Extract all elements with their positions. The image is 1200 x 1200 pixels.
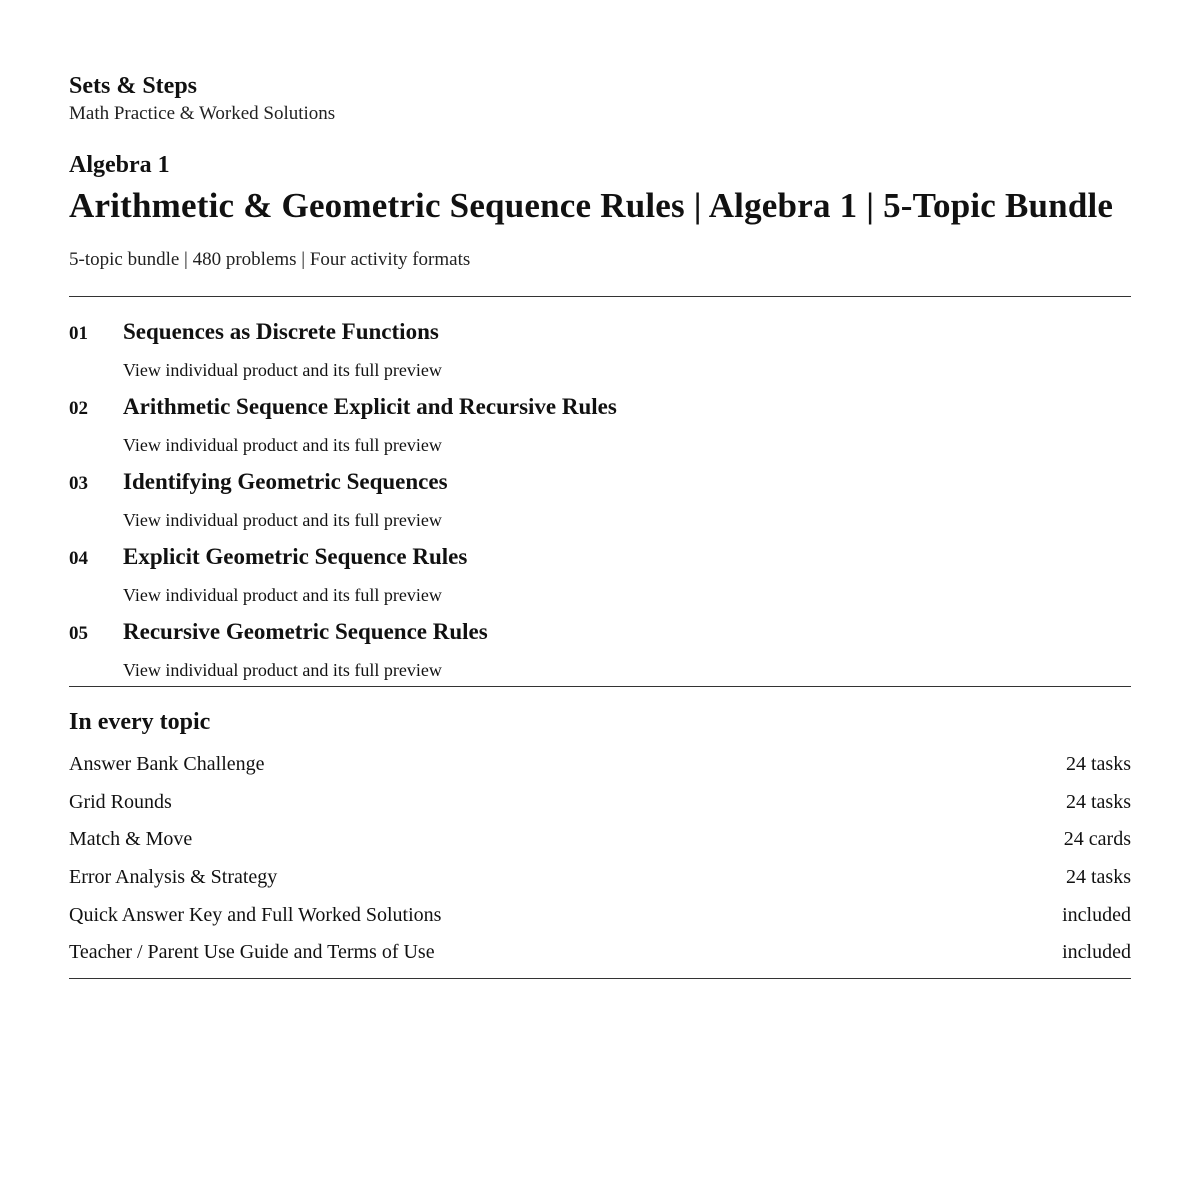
topic-name: Explicit Geometric Sequence Rules xyxy=(123,544,468,569)
topic-number: 03 xyxy=(69,473,88,494)
included-item-row xyxy=(69,746,1131,784)
section-heading: In every topic xyxy=(69,709,211,735)
topic-number: 01 xyxy=(69,323,88,344)
topic-name: Arithmetic Sequence Explicit and Recursive Rules xyxy=(123,394,617,419)
included-item-name: Error Analysis & Strategy xyxy=(69,866,278,889)
topic-item xyxy=(69,619,1131,694)
brand-tagline: Math Practice & Worked Solutions xyxy=(69,103,336,124)
included-item-name: Quick Answer Key and Full Worked Solutions xyxy=(69,903,442,926)
included-item-value: 24 cards xyxy=(1063,828,1131,851)
included-item-value: included xyxy=(1062,941,1131,964)
topic-number: 02 xyxy=(69,398,88,419)
included-item-name: Teacher / Parent Use Guide and Terms of Use xyxy=(69,941,435,964)
page-title: Arithmetic & Geometric Sequence Rules | Algebra 1 | 5-Topic Bundle xyxy=(69,186,1114,225)
topic-preview-link[interactable]: View individual product and its full preview xyxy=(123,660,442,680)
topic-number: 05 xyxy=(69,623,88,644)
topic-preview-link[interactable]: View individual product and its full preview xyxy=(123,585,442,605)
included-item-name: Answer Bank Challenge xyxy=(69,753,265,776)
included-item-row xyxy=(69,896,1131,934)
topic-name: Recursive Geometric Sequence Rules xyxy=(123,619,488,644)
topic-preview-link[interactable]: View individual product and its full preview xyxy=(123,360,442,380)
included-item-row xyxy=(69,784,1131,822)
topic-name: Identifying Geometric Sequences xyxy=(123,469,448,494)
included-items-list xyxy=(69,746,1131,972)
topic-item xyxy=(69,469,1131,544)
included-item-name: Match & Move xyxy=(69,828,193,851)
topic-name: Sequences as Discrete Functions xyxy=(123,319,439,344)
topic-item xyxy=(69,319,1131,394)
topic-list xyxy=(69,297,1131,694)
topic-header xyxy=(69,469,1131,505)
included-item-value: included xyxy=(1062,903,1131,926)
topic-header xyxy=(69,619,1131,655)
included-item-value: 24 tasks xyxy=(1066,866,1131,889)
included-item-value: 24 tasks xyxy=(1066,790,1131,813)
topic-header xyxy=(69,544,1131,580)
topic-item xyxy=(69,544,1131,619)
topic-header xyxy=(69,394,1131,430)
topic-number: 04 xyxy=(69,548,88,569)
included-item-row xyxy=(69,859,1131,897)
topic-preview-link[interactable]: View individual product and its full preview xyxy=(123,435,442,455)
divider xyxy=(69,978,1131,979)
included-item-row xyxy=(69,821,1131,859)
document-content xyxy=(69,72,1131,979)
topic-preview-link[interactable]: View individual product and its full preview xyxy=(123,510,442,530)
course-label: Algebra 1 xyxy=(69,152,170,178)
included-item-name: Grid Rounds xyxy=(69,790,172,813)
topic-header xyxy=(69,319,1131,355)
divider xyxy=(69,686,1131,687)
bundle-summary: 5-topic bundle | 480 problems | Four activity formats xyxy=(69,249,471,270)
included-item-value: 24 tasks xyxy=(1066,753,1131,776)
topic-item xyxy=(69,394,1131,469)
brand-name: Sets & Steps xyxy=(69,73,198,99)
included-item-row xyxy=(69,934,1131,972)
